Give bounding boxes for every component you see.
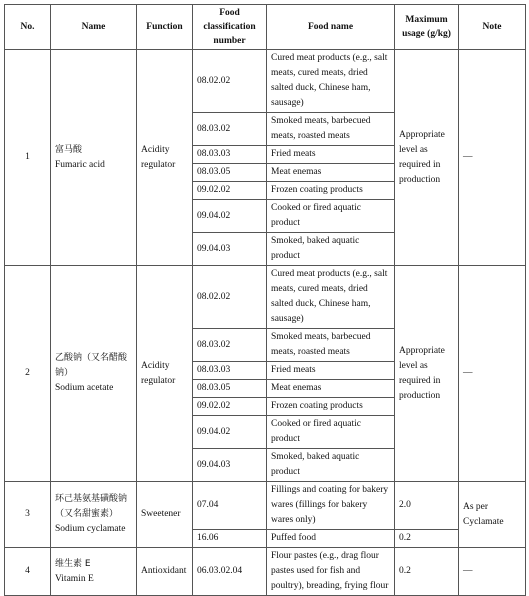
name-en: Fumaric acid (55, 159, 105, 170)
header-row (5, 5, 526, 50)
food-code: 09.04.02 (193, 416, 267, 449)
food-code: 06.03.02.04 (193, 548, 267, 596)
additive-table (4, 4, 526, 596)
food-name: Smoked meats, barbecued meats, roasted meats (267, 113, 395, 146)
note-cell: As per Cyclamate (459, 482, 526, 548)
additive-name (51, 482, 137, 548)
food-code: 08.02.02 (193, 266, 267, 329)
note-cell: — (459, 50, 526, 266)
food-name: Frozen coating products (267, 398, 395, 416)
header-no: No. (5, 5, 51, 50)
food-name: Cooked or fired aquatic product (267, 200, 395, 233)
table-row (5, 482, 526, 530)
max-usage: Appropriate level as required in production (395, 266, 459, 482)
food-name: Cooked or fired aquatic product (267, 416, 395, 449)
function-cell: Acidity regulator (137, 266, 193, 482)
food-code: 08.03.03 (193, 146, 267, 164)
function-cell: Antioxidant (137, 548, 193, 596)
row-number: 1 (5, 50, 51, 266)
food-name: Meat enemas (267, 380, 395, 398)
max-usage: Appropriate level as required in production (395, 50, 459, 266)
table-row (5, 266, 526, 329)
name-en: Sodium cyclamate (55, 524, 126, 534)
header-note: Note (459, 5, 526, 50)
max-usage: 0.2 (395, 548, 459, 596)
food-name: Meat enemas (267, 164, 395, 182)
food-code: 08.03.02 (193, 113, 267, 146)
row-number: 3 (5, 482, 51, 548)
food-code: 16.06 (193, 530, 267, 548)
row-number: 2 (5, 266, 51, 482)
name-zh: 维生素 E (55, 558, 91, 569)
food-code: 07.04 (193, 482, 267, 530)
table-row (5, 548, 526, 596)
additive-name (51, 50, 137, 266)
header-food: Food name (267, 5, 395, 50)
food-name: Frozen coating products (267, 182, 395, 200)
function-cell: Sweetener (137, 482, 193, 548)
note-cell: — (459, 266, 526, 482)
food-code: 08.02.02 (193, 50, 267, 113)
food-name: Fried meats (267, 362, 395, 380)
row-number: 4 (5, 548, 51, 596)
food-name: Fillings and coating for bakery wares (fillings for bakery wares only) (267, 482, 395, 530)
food-code: 09.04.03 (193, 449, 267, 482)
header-name: Name (51, 5, 137, 50)
header-max: Maximum usage (g/kg) (395, 5, 459, 50)
name-zh: 环己基氨基磺酸钠（又名甜蜜素） (55, 494, 128, 519)
food-name: Cured meat products (e.g., salt meats, cured meats, dried salted duck, Chinese ham, sausage) (267, 266, 395, 329)
food-code: 09.02.02 (193, 398, 267, 416)
max-usage: 2.0 (395, 482, 459, 530)
header-code: Food classification number (193, 5, 267, 50)
food-name: Smoked, baked aquatic product (267, 449, 395, 482)
function-cell: Acidity regulator (137, 50, 193, 266)
food-code: 09.02.02 (193, 182, 267, 200)
food-code: 09.04.02 (193, 200, 267, 233)
header-function: Function (137, 5, 193, 50)
name-en: Vitamin E (55, 573, 94, 584)
additive-name (51, 548, 137, 596)
max-usage: 0.2 (395, 530, 459, 548)
food-code: 08.03.02 (193, 329, 267, 362)
food-name: Smoked, baked aquatic product (267, 233, 395, 266)
additive-name (51, 266, 137, 482)
food-code: 09.04.03 (193, 233, 267, 266)
note-cell: — (459, 548, 526, 596)
food-code: 08.03.05 (193, 164, 267, 182)
name-en: Sodium acetate (55, 383, 114, 393)
name-zh: 乙酸钠（又名醋酸钠） (55, 353, 128, 378)
food-code: 08.03.05 (193, 380, 267, 398)
food-code: 08.03.03 (193, 362, 267, 380)
food-name: Puffed food (267, 530, 395, 548)
name-zh: 富马酸 (55, 144, 83, 155)
table-row (5, 50, 526, 113)
food-name: Fried meats (267, 146, 395, 164)
food-name: Smoked meats, barbecued meats, roasted meats (267, 329, 395, 362)
food-name: Cured meat products (e.g., salt meats, cured meats, dried salted duck, Chinese ham, sausage) (267, 50, 395, 113)
food-name: Flour pastes (e.g., drag flour pastes used for fish and poultry), breading, frying flour (267, 548, 395, 596)
